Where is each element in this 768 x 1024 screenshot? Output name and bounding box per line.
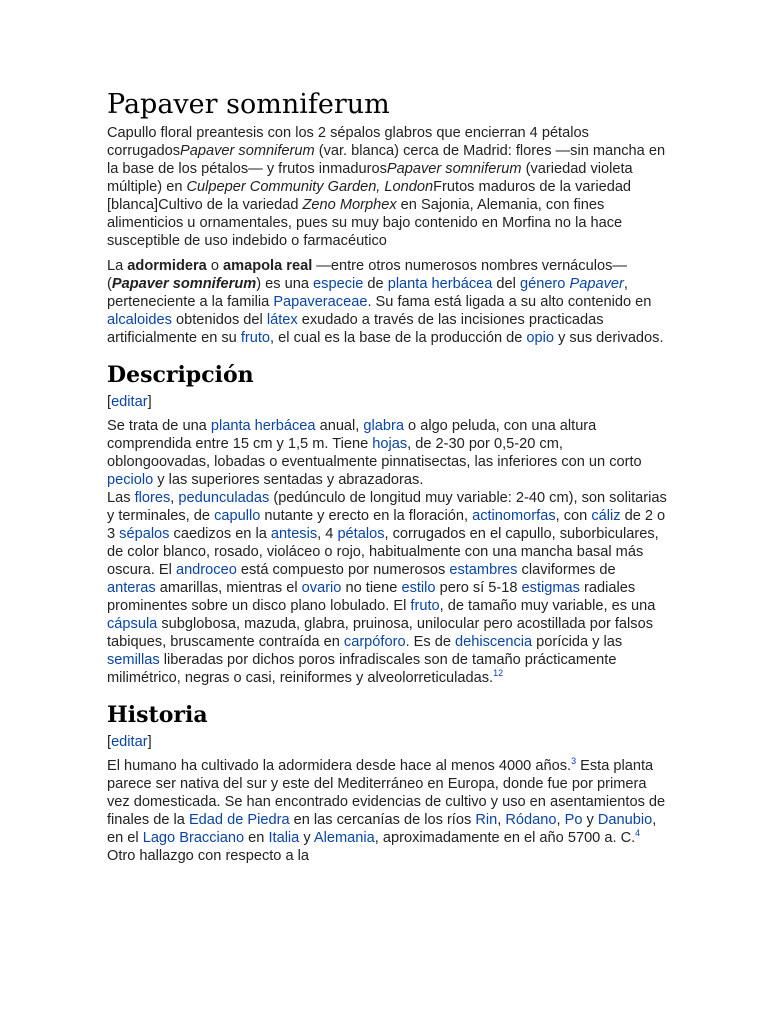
text: caedizos en la (169, 526, 271, 542)
bracket: ] (147, 394, 152, 410)
link[interactable]: flores (134, 490, 171, 506)
text: está compuesto por numerosos (236, 562, 450, 578)
image-captions (107, 124, 667, 250)
text: Se trata de una (107, 418, 211, 434)
link[interactable]: semillas (107, 652, 160, 668)
link-papaver-label: Papaver (569, 276, 624, 292)
text: , en el (107, 812, 657, 846)
text: liberadas por dichos poros infradiscales son de tamaño prácticamente milimétrico, negras o casi, reiniformes y alveolorreticuladas. (107, 652, 617, 686)
link[interactable]: Po (564, 812, 583, 828)
link[interactable]: hojas (372, 436, 408, 452)
link[interactable]: glabra (363, 418, 404, 434)
text: , (497, 812, 506, 828)
reference-superscript[interactable]: 12 (493, 668, 504, 678)
bold-term: amapola real (223, 258, 313, 274)
caption-italic: Papaver somniferum (386, 161, 522, 177)
text: y (582, 812, 598, 828)
text: , perteneciente a la familia (107, 276, 628, 310)
text: —entre otros numerosos nombres vernáculos— ( (107, 258, 627, 292)
text: pero sí 5-18 (435, 580, 522, 596)
reference-superscript[interactable]: 4 (635, 828, 641, 838)
text: porícida y las (532, 634, 623, 650)
text: , aproximadamente en el año 5700 a. C. (374, 830, 636, 846)
text: . Es de (405, 634, 456, 650)
text: y sus derivados. (554, 330, 664, 346)
link[interactable]: antesis (270, 526, 318, 542)
link[interactable]: sépalos (119, 526, 170, 542)
text: , (170, 490, 179, 506)
text: en (244, 830, 269, 846)
text: nutante y erecto en la floración, (260, 508, 473, 524)
text: obtenidos del (171, 312, 267, 328)
bracket: [ (107, 394, 112, 410)
text: en las cercanías de los ríos (289, 812, 476, 828)
link-opio[interactable]: opio (526, 330, 555, 346)
caption-italic: Culpeper Community Garden, London (186, 179, 434, 195)
link[interactable]: capullo (214, 508, 261, 524)
edit-section-historia (107, 733, 667, 751)
edit-section-descripcion (107, 393, 667, 411)
text: El humano ha cultivado la adormidera desde hace al menos 4000 años. (107, 758, 572, 774)
text: , con (555, 508, 592, 524)
link-papaver[interactable] (569, 276, 623, 292)
section-heading-historia: Historia (107, 702, 208, 728)
text: , de tamaño muy variable, es una (439, 598, 656, 614)
reference-superscript[interactable]: 3 (571, 756, 577, 766)
article (107, 88, 667, 865)
link-fruto[interactable]: fruto (240, 330, 271, 346)
intro-paragraph (107, 257, 667, 347)
text: del (492, 276, 520, 292)
caption-italic: Papaver somniferum (180, 143, 315, 159)
text: La (107, 258, 128, 274)
link[interactable]: anteras (107, 580, 156, 596)
bracket: ] (147, 734, 152, 750)
text: (pedúnculo de longitud muy variable: 2-40 cm), son solitarias y terminales, de (107, 490, 667, 524)
link[interactable]: cápsula (107, 616, 158, 632)
text: ) es una (256, 276, 314, 292)
text: , de 2-30 por 0,5-20 cm, oblongoovadas, lobadas o eventualmente pinnatisectas, las inferiores con un corto (107, 436, 642, 470)
link[interactable]: dehiscencia (455, 634, 533, 650)
bold-term: adormidera (127, 258, 207, 274)
link[interactable]: Ródano (505, 812, 557, 828)
link[interactable]: estilo (401, 580, 436, 596)
link[interactable]: actinomorfas (472, 508, 556, 524)
link-alcaloides[interactable]: alcaloides (107, 312, 172, 328)
link[interactable]: pétalos (337, 526, 385, 542)
link[interactable]: estigmas (521, 580, 580, 596)
scientific-name: Papaver somniferum (111, 276, 257, 292)
text: amarillas, mientras el (155, 580, 302, 596)
link[interactable]: peciolo (107, 472, 154, 488)
text: Otro hallazgo con respecto a la (107, 848, 309, 864)
text: Esta planta parece ser nativa del sur y este del Mediterráneo en Europa, donde fue por primera vez domesticada. Se han encontrado evidencias de cultivo y uso en asentamientos de finales de la (107, 758, 666, 828)
bracket: [ (107, 734, 112, 750)
edit-link[interactable]: editar (111, 394, 148, 410)
caption-text: (var. blanca) cerca de Madrid: flores —sin mancha en la base de los pétalos— y frutos inmaduros (107, 143, 666, 177)
text: no tiene (341, 580, 402, 596)
text: exudado a través de las incisiones practicadas artificialmente en su (107, 312, 604, 346)
link-genero[interactable]: género (519, 276, 566, 292)
link-planta-herbacea[interactable]: planta herbácea (387, 276, 493, 292)
caption-text: Capullo floral preantesis con los 2 sépalos glabros que encierran 4 pétalos corrugados (107, 125, 589, 159)
link[interactable]: Danubio (597, 812, 653, 828)
descripcion-paragraph-2 (107, 489, 667, 687)
link[interactable]: estambres (449, 562, 518, 578)
link[interactable]: planta herbácea (210, 418, 316, 434)
link[interactable]: androceo (175, 562, 237, 578)
text: de 2 o 3 (107, 508, 666, 542)
section-heading-descripcion: Descripción (107, 362, 254, 388)
descripcion-paragraph-1 (107, 417, 667, 489)
text: de (363, 276, 388, 292)
text: , el cual es la base de la producción de (270, 330, 527, 346)
link-papaveraceae[interactable]: Papaveraceae (273, 294, 368, 310)
text: claviformes de (517, 562, 616, 578)
link[interactable]: Lago Bracciano (142, 830, 245, 846)
edit-link[interactable]: editar (111, 734, 148, 750)
link[interactable]: carpóforo (343, 634, 406, 650)
link[interactable]: Rin (475, 812, 498, 828)
link[interactable]: Alemania (313, 830, 375, 846)
text: . Su fama está ligada a su alto contenido en (367, 294, 652, 310)
text: o (206, 258, 224, 274)
text: y (299, 830, 314, 846)
text: , (556, 812, 565, 828)
text: , corrugados en el capullo, suborbiculares, de color blanco, rosado, violáceo o rojo, habitualmente con una mancha basal más oscura. El (107, 526, 659, 578)
text: y las superiores sentadas y abrazadoras. (153, 472, 424, 488)
link[interactable]: Edad de Piedra (188, 812, 290, 828)
link[interactable]: fruto (410, 598, 440, 614)
text: , 4 (317, 526, 338, 542)
text: Las (107, 490, 135, 506)
link-especie[interactable]: especie (313, 276, 364, 292)
historia-paragraph-1 (107, 757, 667, 865)
caption-text: (variedad violeta múltiple) en (107, 161, 633, 195)
caption-italic: Zeno Morphex (302, 197, 397, 213)
caption-text: en Sajonia, Alemania, con fines alimenticios u ornamentales, pues su muy bajo contenido en Morfina no la hace susceptible de uso indebido o farmacéutico (107, 197, 623, 249)
link[interactable]: Italia (268, 830, 300, 846)
text: anual, (315, 418, 364, 434)
text: subglobosa, mazuda, glabra, pruinosa, unilocular pero acostillada por falsos tabiques, bruscamente contraída en (107, 616, 653, 650)
text: o algo peluda, con una altura comprendida entre 15 cm y 1,5 m. Tiene (107, 418, 597, 452)
page-title: Papaver somniferum (107, 89, 390, 120)
link-latex[interactable]: látex (266, 312, 298, 328)
caption-text: Frutos maduros de la variedad [blanca]Cultivo de la variedad (107, 179, 632, 213)
link[interactable]: cáliz (591, 508, 621, 524)
link[interactable]: pedunculadas (178, 490, 270, 506)
link[interactable]: ovario (301, 580, 342, 596)
text: radiales prominentes sobre un disco plano lobulado. El (107, 580, 636, 614)
